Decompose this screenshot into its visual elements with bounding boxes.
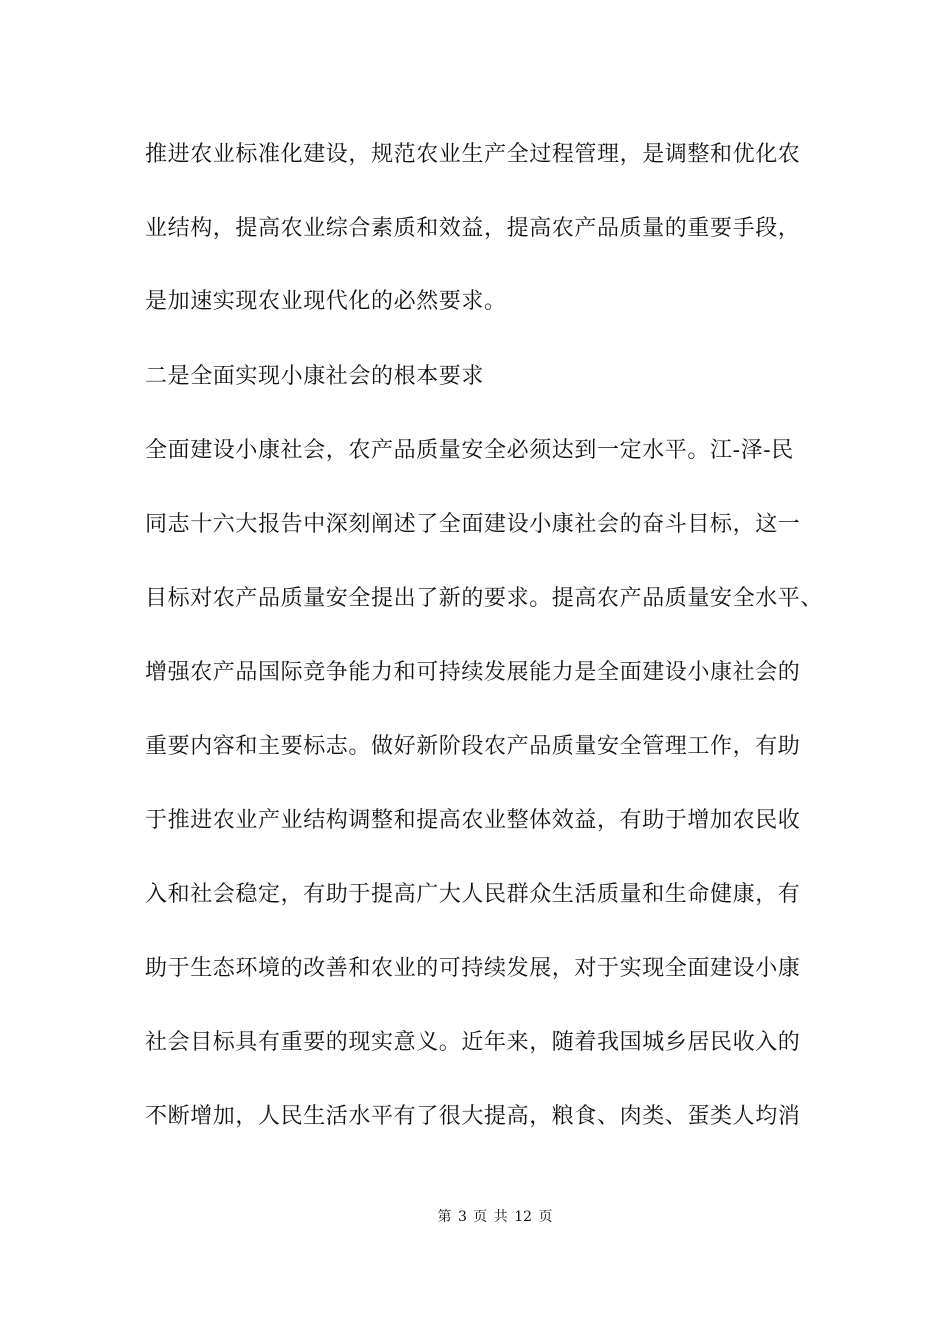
paragraph-line: 入和社会稳定，有助于提高广大人民群众生活质量和生命健康，有: [145, 882, 801, 907]
page-footer: [0, 1208, 950, 1226]
paragraph-line: 同志十六大报告中深刻阐述了全面建设小康社会的奋斗目标，这一: [145, 512, 801, 537]
section-heading: 二是全面实现小康社会的根本要求: [145, 364, 485, 389]
paragraph-line: 目标对农产品质量安全提出了新的要求。提高农产品质量安全水平、: [145, 586, 824, 611]
page-number: 第 3 页 共 12 页: [437, 1209, 553, 1225]
paragraph-line: 助于生态环境的改善和农业的可持续发展，对于实现全面建设小康: [145, 956, 801, 981]
paragraph-line: 增强农产品国际竞争能力和可持续发展能力是全面建设小康社会的: [145, 660, 801, 685]
paragraph-line: 全面建设小康社会，农产品质量安全必须达到一定水平。江-泽-民: [145, 438, 794, 463]
paragraph-line: 于推进农业产业结构调整和提高农业整体效益，有助于增加农民收: [145, 808, 801, 833]
paragraph-line: 不断增加，人民生活水平有了很大提高，粮食、肉类、蛋类人均消: [145, 1104, 801, 1129]
paragraph-line: 业结构，提高农业综合素质和效益，提高农产品质量的重要手段，: [145, 216, 801, 241]
paragraph-line: 是加速实现农业现代化的必然要求。: [145, 289, 507, 314]
paragraph-line: 重要内容和主要标志。做好新阶段农产品质量安全管理工作，有助: [145, 734, 801, 759]
paragraph-line: 推进农业标准化建设，规范农业生产全过程管理，是调整和优化农: [145, 142, 801, 167]
paragraph-line: 社会目标具有重要的现实意义。近年来，随着我国城乡居民收入的: [145, 1030, 801, 1055]
